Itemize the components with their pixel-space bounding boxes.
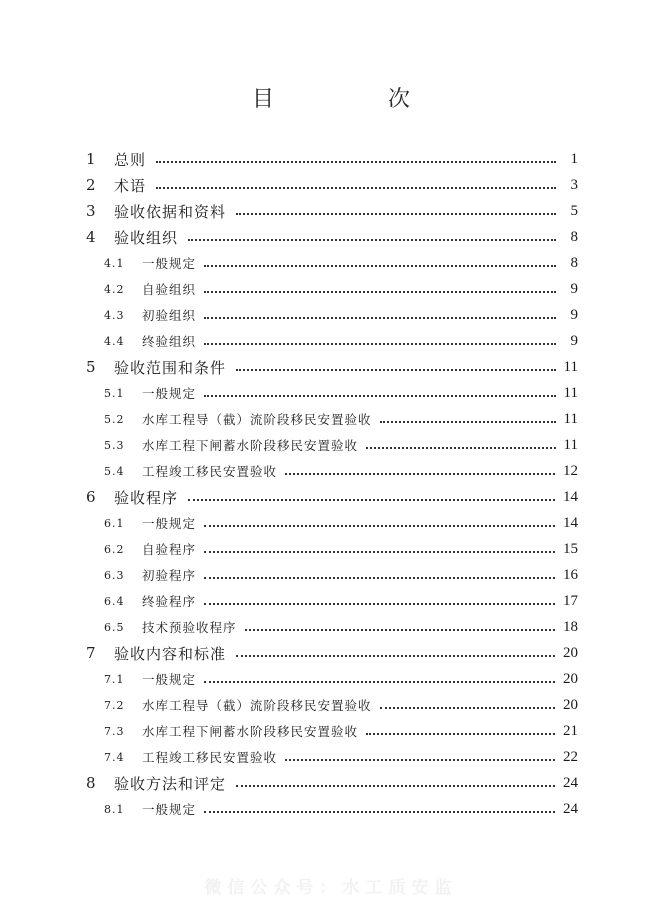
- toc-page-number: 9: [570, 306, 578, 323]
- toc-section-row[interactable]: [86, 432, 578, 458]
- toc-chapter-row[interactable]: [86, 224, 578, 250]
- dot-leader: [204, 602, 555, 605]
- toc-page-number: 15: [563, 540, 578, 557]
- toc-number: 4.3: [104, 308, 125, 322]
- toc-label: 验收内容和标准: [114, 644, 227, 663]
- dot-leader: [204, 810, 555, 813]
- dot-leader: [204, 342, 556, 345]
- toc-label: 验收组织: [114, 228, 179, 247]
- toc-number: 4.2: [104, 282, 125, 296]
- toc-number: 6.2: [104, 542, 125, 556]
- toc-section-row[interactable]: [86, 692, 578, 718]
- toc-number: 4.4: [104, 334, 125, 348]
- toc-number: 6: [86, 488, 96, 506]
- toc-section-row[interactable]: [86, 276, 578, 302]
- toc-number: 6.3: [104, 568, 125, 582]
- toc-page-number: 8: [570, 228, 578, 245]
- dot-leader: [188, 498, 555, 501]
- toc-label: 终验组织: [142, 334, 197, 349]
- toc-page-number: 5: [570, 202, 578, 219]
- toc-label: 总则: [114, 150, 147, 169]
- toc-page-number: 20: [563, 670, 578, 687]
- toc-section-row[interactable]: [86, 562, 578, 588]
- toc-label: 水库工程下闸蓄水阶段移民安置验收: [142, 438, 359, 453]
- toc-number: 6.4: [104, 594, 125, 608]
- dot-leader: [204, 394, 556, 397]
- toc-label: 自验组织: [142, 282, 197, 297]
- toc-label: 验收依据和资料: [114, 202, 227, 221]
- toc-number: 6.5: [104, 620, 125, 634]
- toc-label: 终验程序: [142, 594, 197, 609]
- toc-number: 7.3: [104, 724, 125, 738]
- toc-number: 5.2: [104, 412, 125, 426]
- toc-page-number: 12: [563, 462, 578, 479]
- dot-leader: [188, 238, 556, 241]
- toc-label: 验收方法和评定: [114, 774, 227, 793]
- dot-leader: [204, 550, 555, 553]
- dot-leader: [204, 524, 555, 527]
- dot-leader: [236, 654, 555, 657]
- toc-number: 4.1: [104, 256, 125, 270]
- toc-number: 5.4: [104, 464, 125, 478]
- toc-label: 自验程序: [142, 542, 197, 557]
- toc-label: 验收程序: [114, 488, 179, 507]
- toc-number: 8: [86, 774, 96, 792]
- toc-section-row[interactable]: [86, 510, 578, 536]
- toc-section-row[interactable]: [86, 536, 578, 562]
- toc-number: 3: [86, 202, 96, 220]
- toc-label: 验收范围和条件: [114, 358, 227, 377]
- toc-page-number: 1: [570, 150, 578, 167]
- toc-label: 水库工程导（截）流阶段移民安置验收: [142, 412, 372, 427]
- toc-number: 7.2: [104, 698, 125, 712]
- toc-chapter-row[interactable]: [86, 640, 578, 666]
- toc-chapter-row[interactable]: [86, 770, 578, 796]
- dot-leader: [245, 628, 555, 631]
- toc-label: 水库工程下闸蓄水阶段移民安置验收: [142, 724, 359, 739]
- page-title: 目 次: [251, 87, 456, 112]
- dot-leader: [236, 368, 556, 371]
- toc-chapter-row[interactable]: [86, 146, 578, 172]
- toc-number: 5: [86, 358, 96, 376]
- toc-page-number: 24: [563, 774, 578, 791]
- toc-section-row[interactable]: [86, 458, 578, 484]
- toc-section-row[interactable]: [86, 666, 578, 692]
- dot-leader: [366, 446, 556, 449]
- toc-section-row[interactable]: [86, 588, 578, 614]
- toc-label: 工程竣工移民安置验收: [142, 464, 278, 479]
- dot-leader: [380, 706, 555, 709]
- toc-page-number: 11: [563, 436, 578, 453]
- toc-page-number: 3: [570, 176, 578, 193]
- toc-label: 技术预验收程序: [142, 620, 237, 635]
- toc-section-row[interactable]: [86, 380, 578, 406]
- toc-page-number: 16: [563, 566, 578, 583]
- toc-section-row[interactable]: [86, 718, 578, 744]
- dot-leader: [236, 212, 556, 215]
- toc-page-number: 14: [563, 488, 578, 505]
- toc-number: 7: [86, 644, 96, 662]
- dot-leader: [285, 758, 555, 761]
- toc-number: 8.1: [104, 802, 125, 816]
- toc-label: 一般规定: [142, 802, 197, 817]
- toc-page-number: 11: [563, 410, 578, 427]
- watermark: 微信公众号：水工质安监: [204, 878, 458, 898]
- dot-leader: [366, 732, 555, 735]
- dot-leader: [204, 290, 556, 293]
- toc-section-row[interactable]: [86, 614, 578, 640]
- toc-page-number: 21: [563, 722, 578, 739]
- toc-page-number: 8: [570, 254, 578, 271]
- toc-page-number: 20: [563, 644, 578, 661]
- toc-page-number: 22: [563, 748, 578, 765]
- toc-page-number: 20: [563, 696, 578, 713]
- toc-label: 术语: [114, 176, 147, 195]
- toc-label: 初验组织: [142, 308, 197, 323]
- dot-leader: [204, 680, 555, 683]
- dot-leader: [380, 420, 556, 423]
- toc-chapter-row[interactable]: [86, 172, 578, 198]
- toc-page-number: 17: [563, 592, 578, 609]
- toc-page-number: 18: [563, 618, 578, 635]
- toc-number: 7.1: [104, 672, 125, 686]
- toc-page-number: 14: [563, 514, 578, 531]
- toc-section-row[interactable]: [86, 406, 578, 432]
- table-of-contents: [86, 146, 578, 822]
- toc-label: 一般规定: [142, 516, 197, 531]
- toc-label: 初验程序: [142, 568, 197, 583]
- dot-leader: [285, 472, 555, 475]
- toc-page-number: 9: [570, 280, 578, 297]
- toc-label: 一般规定: [142, 256, 197, 271]
- toc-number: 6.1: [104, 516, 125, 530]
- toc-page-number: 24: [563, 800, 578, 817]
- toc-label: 一般规定: [142, 672, 197, 687]
- toc-page-number: 11: [563, 358, 578, 375]
- toc-chapter-row[interactable]: [86, 198, 578, 224]
- toc-number: 2: [86, 176, 96, 194]
- toc-number: 1: [86, 150, 96, 168]
- toc-number: 5.1: [104, 386, 125, 400]
- toc-chapter-row[interactable]: [86, 484, 578, 510]
- toc-section-row[interactable]: [86, 328, 578, 354]
- toc-label: 一般规定: [142, 386, 197, 401]
- toc-section-row[interactable]: [86, 302, 578, 328]
- toc-number: 4: [86, 228, 96, 246]
- toc-number: 5.3: [104, 438, 125, 452]
- dot-leader: [204, 316, 556, 319]
- toc-page-number: 11: [563, 384, 578, 401]
- toc-section-row[interactable]: [86, 744, 578, 770]
- dot-leader: [156, 160, 556, 163]
- toc-chapter-row[interactable]: [86, 354, 578, 380]
- toc-section-row[interactable]: [86, 250, 578, 276]
- dot-leader: [204, 576, 555, 579]
- toc-number: 7.4: [104, 750, 125, 764]
- dot-leader: [156, 186, 556, 189]
- toc-page-number: 9: [570, 332, 578, 349]
- toc-section-row[interactable]: [86, 796, 578, 822]
- toc-label: 水库工程导（截）流阶段移民安置验收: [142, 698, 372, 713]
- dot-leader: [204, 264, 556, 267]
- dot-leader: [236, 784, 555, 787]
- toc-label: 工程竣工移民安置验收: [142, 750, 278, 765]
